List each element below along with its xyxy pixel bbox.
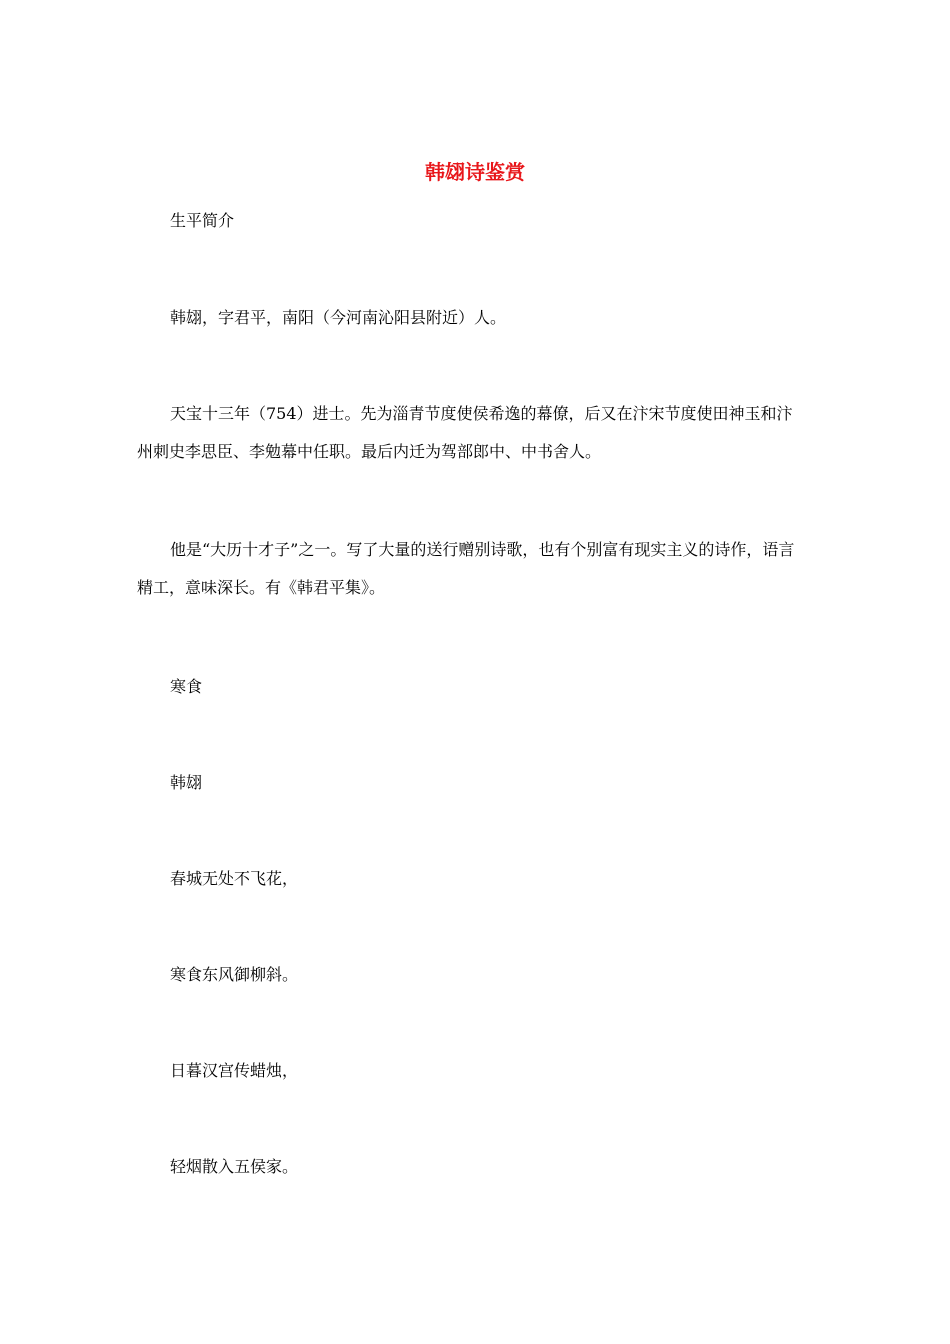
poem-line-2: 寒食东风御柳斜。: [170, 965, 299, 984]
poem-title: 寒食: [170, 677, 203, 696]
poem-line-3: 日暮汉宫传蜡烛，: [170, 1061, 299, 1080]
paragraph-works: 他是“大历十才子”之一。写了大量的送行赠别诗歌，也有个别富有现实主义的诗作，语言精工，意味深长。有《韩君平集》。: [137, 540, 795, 597]
poem-line-4: 轻烟散入五侯家。: [170, 1157, 299, 1176]
poem-author: 韩翃: [170, 773, 203, 792]
document-title: 韩翃诗鉴赏: [425, 160, 525, 184]
poem-line-1: 春城无处不飞花，: [170, 869, 299, 888]
section-heading-biography: 生平简介: [170, 211, 235, 230]
paragraph-career: 天宝十三年（754）进士。先为淄青节度使侯希逸的幕僚，后又在汴宋节度使田神玉和汴州刺史李思臣、李勉幕中任职。最后内迁为驾部郎中、中书舍人。: [137, 404, 793, 461]
paragraph-intro: 韩翃，字君平，南阳（今河南沁阳县附近）人。: [170, 308, 507, 327]
